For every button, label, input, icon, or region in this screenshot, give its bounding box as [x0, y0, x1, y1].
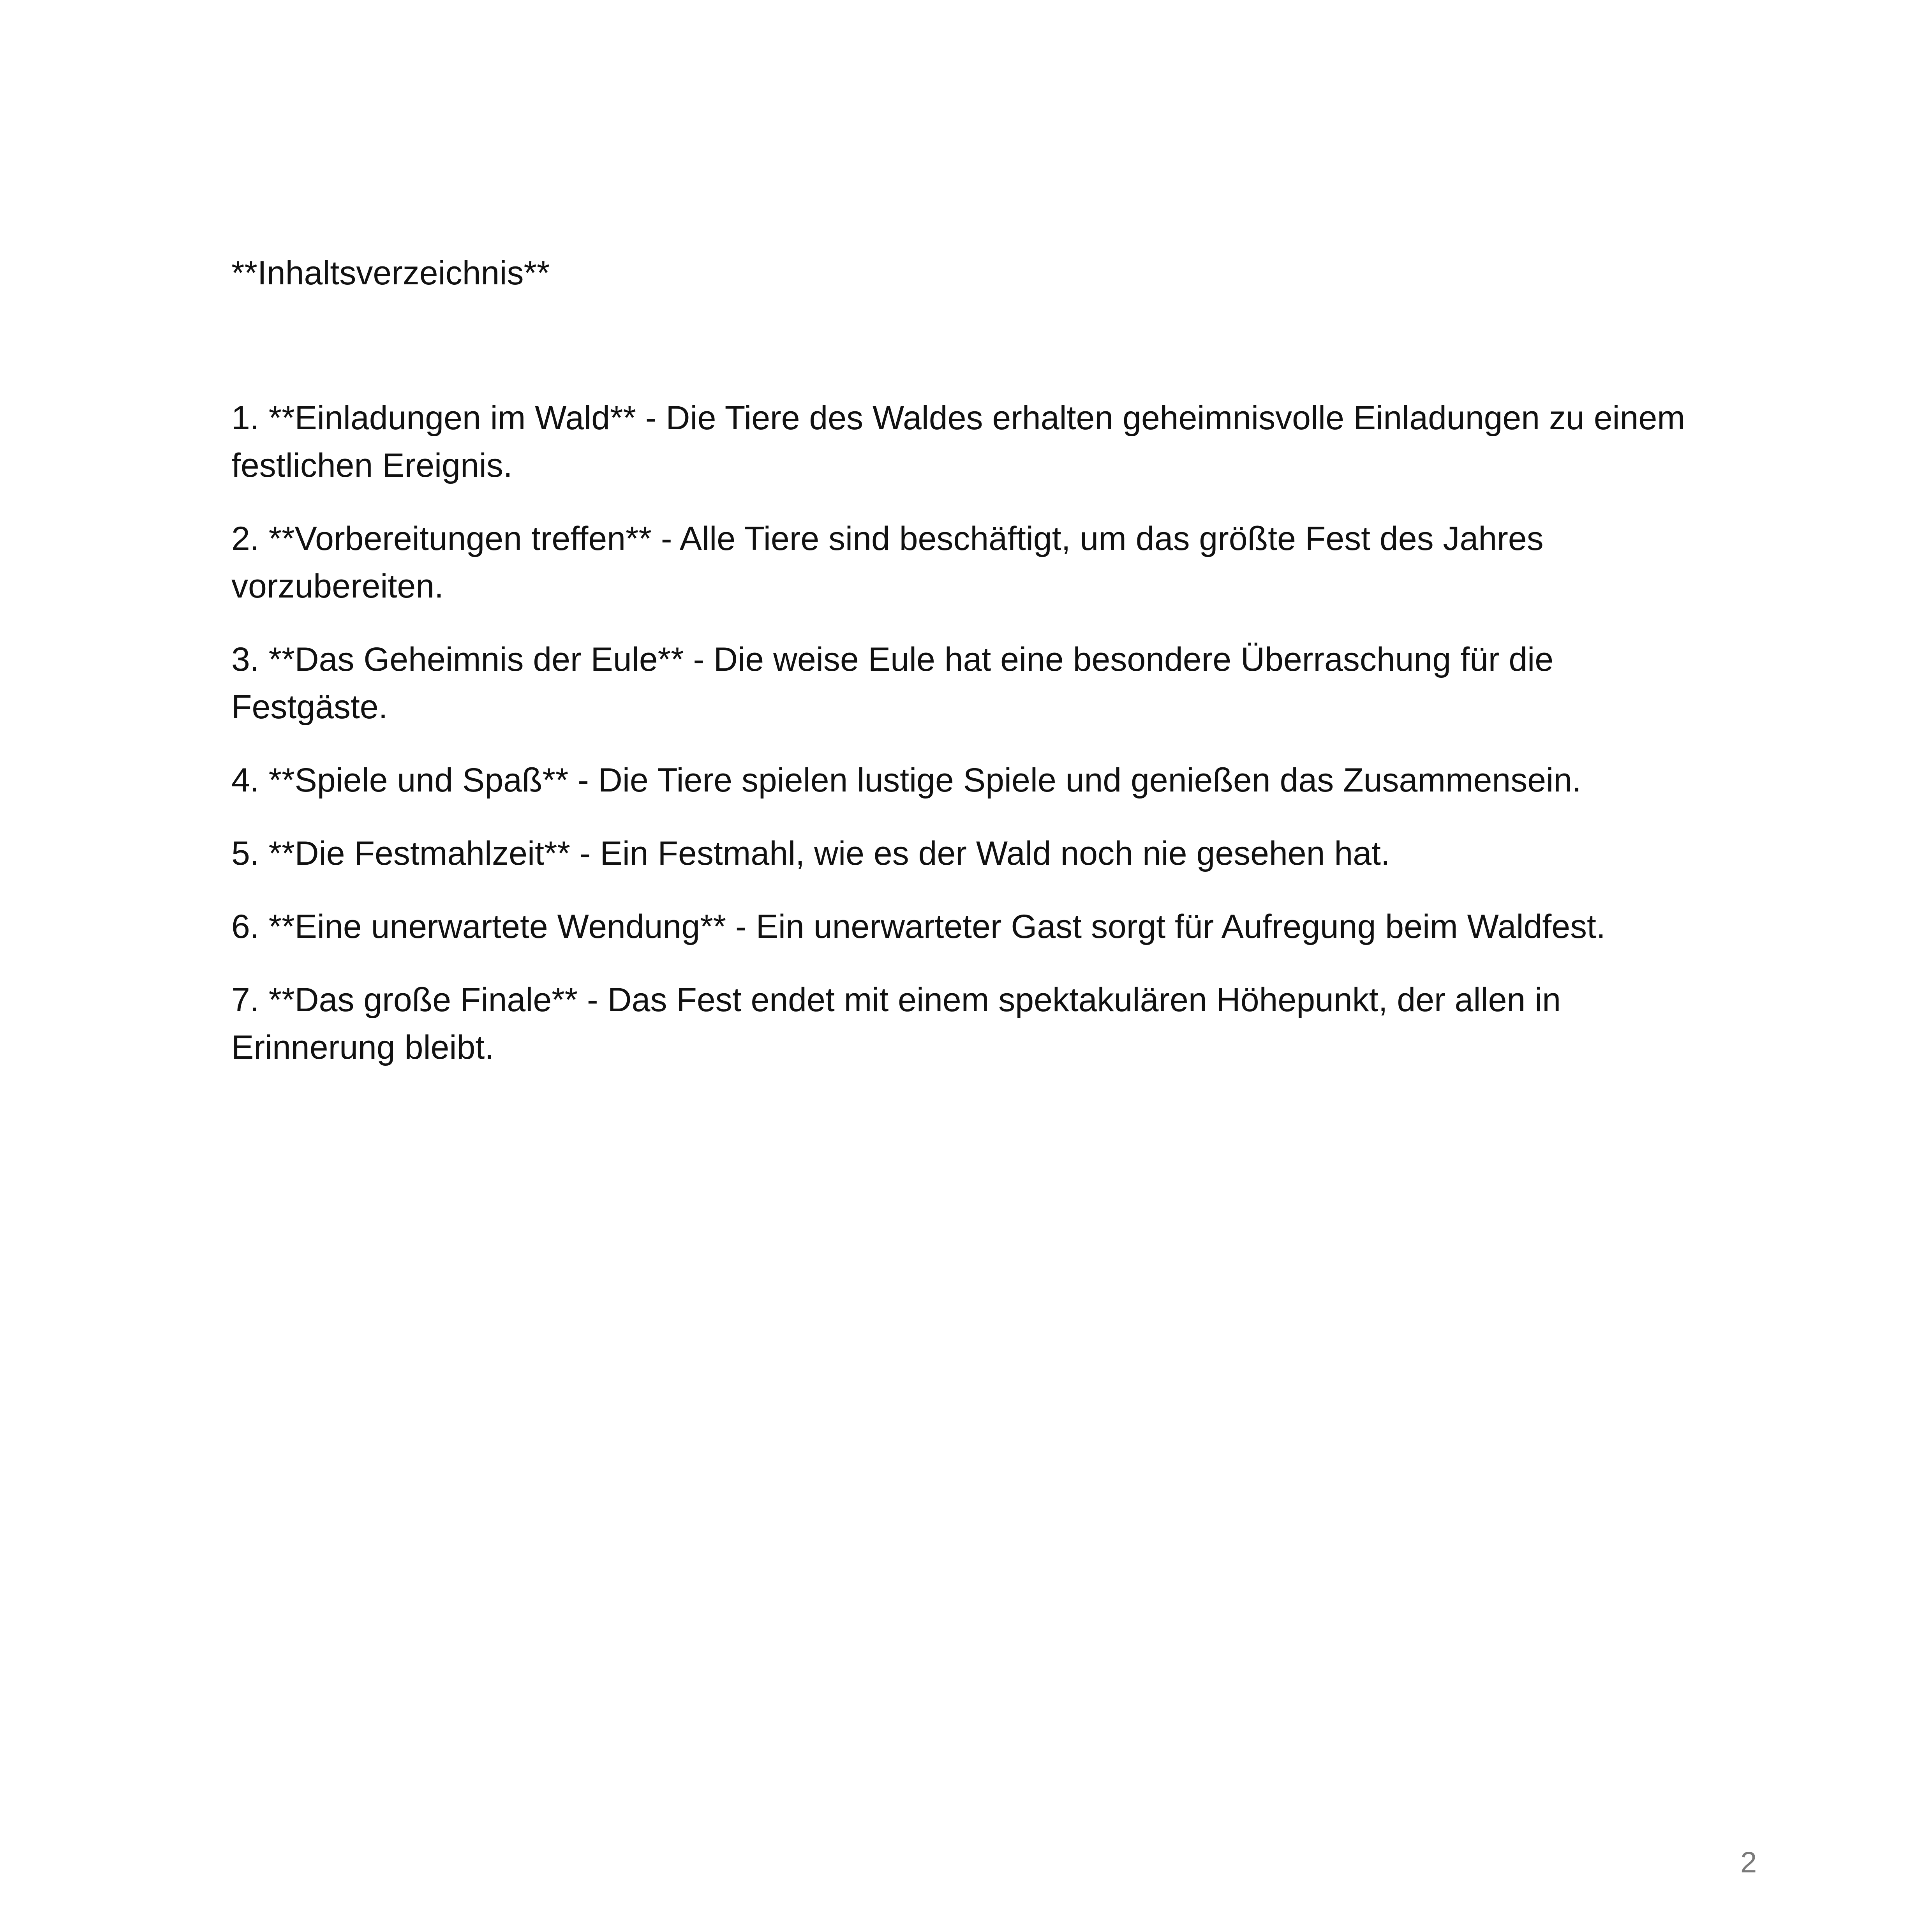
toc-item-1: 1. **Einladungen im Wald** - Die Tiere des Waldes erhalten geheimnisvolle Einladungen zu einem festlichen Ereignis. [231, 399, 1685, 484]
toc-item-4: 4. **Spiele und Spaß** - Die Tiere spielen lustige Spiele und genießen das Zusammensein. [231, 762, 1581, 799]
toc-item-6: 6. **Eine unerwartete Wendung** - Ein unerwarteter Gast sorgt für Aufregung beim Waldfest. [231, 908, 1606, 945]
toc-item-5: 5. **Die Festmahlzeit** - Ein Festmahl, wie es der Wald noch nie gesehen hat. [231, 835, 1390, 872]
toc-heading: **Inhaltsverzeichnis** [231, 254, 550, 292]
table-of-contents [231, 249, 1704, 1097]
toc-item-3: 3. **Das Geheimnis der Eule** - Die weise Eule hat eine besondere Überraschung für die Festgäste. [231, 641, 1554, 726]
page-number: 2 [1740, 1846, 1757, 1879]
toc-list [231, 394, 1704, 1071]
toc-item-7: 7. **Das große Finale** - Das Fest endet mit einem spektakulären Höhepunkt, der allen in Erinnerung bleibt. [231, 981, 1561, 1066]
toc-item-2: 2. **Vorbereitungen treffen** - Alle Tiere sind beschäftigt, um das größte Fest des Jahres vorzubereiten. [231, 520, 1544, 605]
